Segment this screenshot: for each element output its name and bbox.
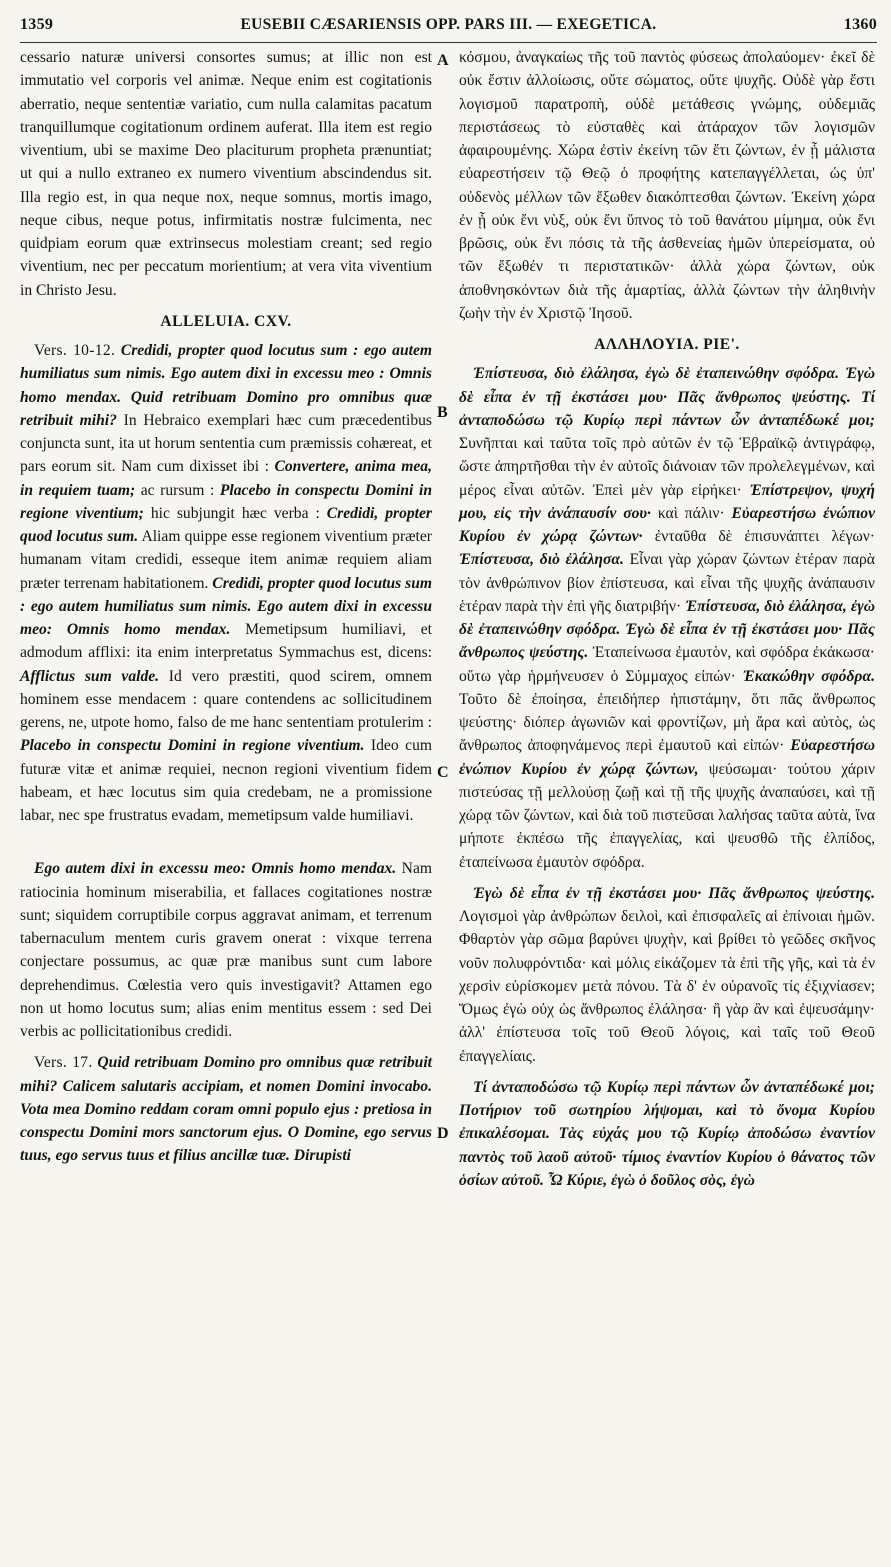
commentary-text: ψεύσωμαι· τούτου χάριν πιστεύσας τῇ μελλούσῃ ζωῇ καὶ τῇ τῆς ψυχῆς ἀναπαύσει, καὶ τῇ χώρᾳ τῶν ζώντων, καὶ διὰ τοῦ πιστεῦσαι λαλήσας ταῦτα αὐτὰ, ἵνα μήποτε ἐκπέσω τῆς ἐπαγγελίας, καὶ ψευσθῶ τῆς ἐλπίδος, ἐταπείνωσα ἐμαυτὸν σφόδρα. <box>459 760 875 871</box>
commentary-text: Nam ratiocinia hominum miserabilia, et fallaces cogitationes nostræ sunt; siquidem corruptibile corpus aggravat animam, et terrenum tabernaculum mentem curis gravem onerat : vixque terrena conjectare possumus, ac quæ præ manibus sunt cum labore deprehendimus. Cœlestia vero quis investigavit? Attamen ego non ut homo locutus sum; alias enim mentitus essem : sed Dei verbis ac pollicitationibus credidi. <box>20 860 432 1040</box>
greek-paragraph-3 <box>459 882 875 1068</box>
latin-column <box>20 46 432 1168</box>
commentary-text: ac rursum : <box>135 481 220 499</box>
commentary-text: hic subjungit hæc verba : <box>143 504 327 522</box>
commentary-text: Τοῦτο δὲ ἐποίησα, ἐπειδήπερ ἠπιστάμην, ὅτι πᾶς ἄνθρωπος ψεύστης· διόπερ ἀγωνιῶν καὶ φροντίζων, μὴ ἄρα καὶ αὐτὸς, ὡς ἄνθρωπος ἀποφηνάμενος περὶ ἐμαυτοῦ καὶ εἰπών· <box>459 690 875 755</box>
commentary-text: Λογισμοὶ γὰρ ἀνθρώπων δειλοὶ, καὶ ἐπισφαλεῖς αἱ ἐπίνοιαι ἡμῶν. Φθαρτὸν γὰρ σῶμα βαρύνει ψυχὴν, καὶ βρίθει τὸ γεῶδες σκῆνος νοῦν πολυφρόντιδα· καὶ μόλις εἰκάζομεν τὰ ἐπὶ τῆς γῆς, καὶ τὰ ἐν χερσὶν εὑρίσκομεν μετὰ πόνου. Τὰ δ' ἐν οὐρανοῖς τίς ἐξιχνίασεν; Ὅμως ἐγὼ οὐχ ὡς ἄνθρωπος ἐλάλησα· ἢ γὰρ ἂν καὶ ἐψευσάμην· ἀλλ' ἐπίστευσα τοῖς τοῦ Θεοῦ λόγοις, καὶ ταῖς τοῦ Θεοῦ ἐπαγγελίαις. <box>459 908 875 1065</box>
greek-column <box>459 46 875 1192</box>
commentary-text: Εἶναι γὰρ χώραν ζώντων ἑτέραν παρὰ τὸν ἀνθρώπινον βίον ἐπίστευσα, καὶ εἶναι τῆς ψυχῆς ἀνάπαυσιν ἑτέραν παρὰ τὴν ἐπὶ γῆς διατριβήν· <box>459 551 875 615</box>
commentary-text: ἐνταῦθα δὲ ἐπισυνάπτει λέγων· <box>642 528 875 545</box>
scripture-quote: Ἐκακώθην σφόδρα. <box>742 667 875 685</box>
margin-letter-d: D <box>437 1125 449 1142</box>
scripture-quote: Convertere, anima mea, in requiem tuam; <box>20 458 432 499</box>
margin-letter-b: B <box>437 404 448 421</box>
scripture-quote: Ego autem dixi in excessu meo: Omnis homo mendax. <box>34 860 397 878</box>
scripture-quote: Placebo in conspectu Domini in regione viventium. <box>20 737 365 755</box>
greek-paragraph-1: κόσμου, ἀναγκαίως τῆς τοῦ παντὸς φύσεως ἀπολαύομεν· ἐκεῖ δὲ οὐκ ἔστιν ἀλλοίωσις, οὔτε σώματος, οὔτε ψυχῆς. Οὐδὲ γὰρ ἔστι λογισμοῦ παρατροπὴ, οὐδὲ μετάθεσις γνώμης, οὐδεμιᾶς περιστάσεως τὸ εὐσταθὲς καὶ ἀτάραχον τῶν λογισμῶν ἀφαιρουμένης. Χώρα ἐστὶν ἐκείνη τῶν ἔτι ζώντων, ἐν ᾗ μάλιστα εὐαρεστήσειν τῷ Θεῷ ὁ προφήτης κατεπαγγέλλεται, ὡς ὑπ' οὐδενὸς μέλλων τῶν ἔξωθεν διακόπτεσθαι ζώντων. Ἐκείνη χώρα ἐν ᾗ οὐκ ἔνι νὺξ, οὐκ ἔνι ὕπνος τὸ τοῦ θανάτου μίμημα, οὐκ ἔνι βρῶσις, οὐκ ἔνι πόσις τὰ τῆς ἀσθενείας ἡμῶν ὑπερείσματα, οὐ τῶν ἔξωθέν τι περιστατικῶν· ἀλλὰ χώρα ζώντων, οὐκ ἀποθνησκόντων διὰ τῆς ἁμαρτίας, ἀλλὰ ζώντων τὴν ἀληθινὴν ζωὴν τὴν ἐν Χριστῷ Ἰησοῦ. <box>459 49 875 322</box>
scripture-quote: Credidi, propter quod locutus sum : ego autem humiliatus sum nimis. Ego autem dixi in excessu meo : Omnis homo mendax. Quid retribuam Domino pro omnibus quæ retribuit mihi? <box>20 342 432 429</box>
commentary-text: Ideo cum futuræ vitæ et animæ requiei, necnon regioni viventium fidem habeam, et hæc locutus sim quia credebam, ne a promissione labar, nec spe frustratus evadam, memetipsum valde humiliavi. <box>20 737 432 824</box>
running-header <box>20 8 877 43</box>
scripture-quote: Ἐπίστρεψον, ψυχή μου, εἰς τὴν ἀνάπαυσίν σου· <box>459 481 875 522</box>
scripture-quote: Ἐπίστευσα, διὸ ἐλάλησα, ἐγὼ δὲ ἐταπεινώθην σφόδρα. Ἐγὼ δὲ εἶπα ἐν τῇ ἐκστάσει μου· Πᾶς ἄνθρωπος ψεύστης. Τί ἀνταποδώσω τῷ Κυρίῳ περὶ πάντων ὧν ἀνταπέδωκέ μοι; <box>459 365 875 429</box>
commentary-text: Memetipsum humiliavi, et admodum afflixi: ita enim interpretatus Symmachus est, dicens: <box>20 621 432 662</box>
commentary-text: Ἐταπείνωσα ἐμαυτὸν, καὶ σφόδρα ἐκάκωσα· οὕτω γὰρ ἡρμήνευσεν ὁ Σύμμαχος εἰπών· <box>459 644 875 685</box>
latin-section-heading: ALLELUIA. CXV. <box>160 312 292 330</box>
latin-paragraph-2 <box>20 339 432 827</box>
margin-letter-a: A <box>437 52 449 69</box>
verse-label: Vers. 10-12. <box>34 342 116 359</box>
running-title: EUSEBII CÆSARIENSIS OPP. PARS III. — EXEGETICA. <box>240 16 657 33</box>
latin-paragraph-3 <box>20 857 432 1043</box>
scripture-quote: Ἐπίστευσα, διὸ ἐλάλησα. <box>459 551 624 569</box>
greek-paragraph-4 <box>459 1076 875 1192</box>
commentary-text: καὶ πάλιν· <box>650 504 732 522</box>
commentary-text: Id vero præstiti, quod scirem, omnem hominem esse mendacem : quare contendens ac sollicitudinem gerens, ne, utpote homo, falso de me hanc sententiam protulerim : <box>20 667 433 731</box>
scripture-quote: Τί ἀνταποδώσω τῷ Κυρίῳ περὶ πάντων ὧν ἀνταπέδωκέ μοι; Ποτήριον τοῦ σωτηρίου λήψομαι, καὶ τὸ ὄνομα Κυρίου ἐπικαλέσομαι. Τὰς εὐχάς μου τῷ Κυρίῳ ἀποδώσω ἐναντίον παντὸς τοῦ λαοῦ αὐτοῦ· τίμιος ἐναντίον Κυρίου ὁ θάνατος τῶν ὁσίων αὐτοῦ. Ὦ Κύριε, ἐγὼ ὁ δοῦλος σὸς, ἐγὼ <box>459 1078 875 1189</box>
commentary-text: In Hebraico exemplari hæc cum præcedentibus conjuncta sunt, ita ut horum sententia cum præmissis cohæreat, et pars eorum sit. Nam cum dixisset ibi : <box>20 411 432 476</box>
right-page-number: 1360 <box>843 16 877 33</box>
margin-letter-c: C <box>437 764 449 781</box>
scripture-quote: Εὐαρεστήσω ἐνώπιον Κυρίου ἐν χώρᾳ ζώντων, <box>459 737 875 778</box>
greek-section-heading: ΑΛΛΗΛΟΥΙΑ. ΡΙΕ'. <box>594 336 740 353</box>
scripture-quote: Credidi, propter quod locutus sum. <box>20 504 433 545</box>
commentary-text: Συνῆπται καὶ ταῦτα τοῖς πρὸ αὐτῶν ἐν τῷ Ἑβραϊκῷ ἀντιγράφῳ, ὥστε ἀπηρτῆσθαι τὴν ἐν αὐτοῖς διάνοιαν τῶν προλελεγμένων, καὶ μέρος εἶναι αὐτῶν. Ἐπεὶ μὲν γὰρ εἰρήκει· <box>459 435 875 499</box>
left-page-number: 1359 <box>20 16 54 33</box>
commentary-text: Aliam quippe esse regionem viventium præter humanam vitam credidi, esseque item animæ requiem aliam præter terrenam habitationem. <box>20 528 432 592</box>
scripture-quote: Credidi, propter quod locutus sum : ego autem humiliatus sum nimis. Ego autem dixi in excessu meo: Omnis homo mendax. <box>20 574 433 638</box>
latin-paragraph-1: cessario naturæ universi consortes sumus; at illic non est immutatio vel corporis vel animæ. Neque enim est cogitationis aberratio, neque sententiæ variatio, cum nulla calamitas pacatum tranquillumque cogitationum ordinem auferat. Illa item est regio viventium, ubi se maxime Deo placiturum propheta prænuntiat; ut qui a nullo extraneo ex numero viventium abscindendus sit. Illa regio est, in qua neque nox, neque somnus, mortis imago, neque cibus, neque potus, infirmitatis nostræ fulcimenta, nec quidpiam eorum quæ extrinsecus molestiam creant; sed regio viventium, nec per peccatum morientium; at vera vita viventium in Christo Jesu. <box>20 49 432 299</box>
scripture-quote: Εὐαρεστήσω ἐνώπιον Κυρίου ἐν χώρᾳ ζώντων· <box>459 504 876 545</box>
latin-paragraph-4 <box>20 1051 432 1167</box>
scripture-quote: Placebo in conspectu Domini in regione viventium; <box>20 481 432 522</box>
scripture-quote: Quid retribuam Domino pro omnibus quæ retribuit mihi? Calicem salutaris accipiam, et nomen Domini invocabo. Vota mea Domino reddam coram omni populo ejus : pretiosa in conspectu Domini mors sanctorum ejus. O Domine, ego servus tuus, ego servus tuus et filius ancillæ tuæ. Dirupisti <box>20 1054 432 1165</box>
greek-paragraph-2 <box>459 362 875 874</box>
scripture-quote: Ἐπίστευσα, διὸ ἐλάλησα, ἐγὼ δὲ ἐταπεινώθην σφόδρα. Ἐγὼ δὲ εἶπα ἐν τῇ ἐκστάσει μου· Πᾶς ἄνθρωπος ψεύστης. <box>459 597 875 662</box>
scripture-quote: Ἐγὼ δὲ εἶπα ἐν τῇ ἐκστάσει μου· Πᾶς ἄνθρωπος ψεύστης. <box>473 884 875 902</box>
verse-label: Vers. 17. <box>34 1054 93 1072</box>
scripture-quote: Afflictus sum valde. <box>20 667 160 685</box>
